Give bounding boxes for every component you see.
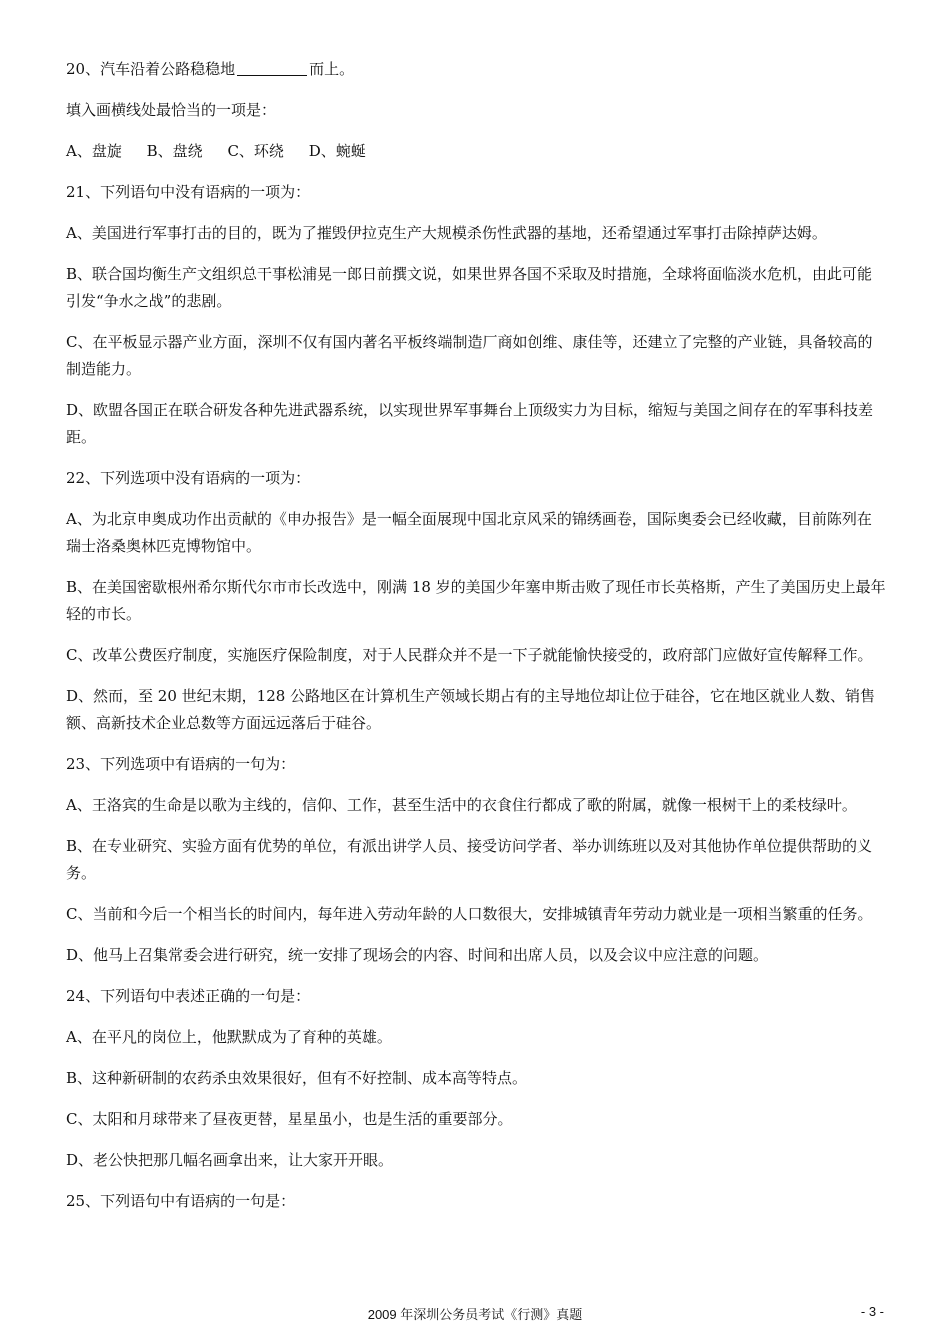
- q20-option-a: A、盘旋: [66, 142, 122, 160]
- q25-stem: 25、下列语句中有语病的一句是：: [66, 1192, 296, 1210]
- q20-stem-before: 20、汽车沿着公路稳稳地: [66, 60, 236, 78]
- q21-option-a: A、美国进行军事打击的目的，既为了摧毁伊拉克生产大规模杀伤性武器的基地，还希望通过军事打击除掉萨达姆。: [66, 224, 827, 242]
- q22-option-b: B、在美国密歇根州希尔斯代尔市市长改选中，刚满 18 岁的美国少年塞申斯击败了现任市长英格斯，产生了美国历史上最年轻的市长。: [66, 578, 886, 623]
- q23-option-c: C、当前和今后一个相当长的时间内，每年进入劳动年龄的人口数很大，安排城镇青年劳动力就业是一项相当繁重的任务。: [66, 905, 873, 923]
- exam-page-content: [66, 56, 886, 1229]
- answer-blank: [237, 59, 307, 76]
- q22-option-d: D、然而，至 20 世纪末期，128 公路地区在计算机生产领域长期占有的主导地位却让位于硅谷，它在地区就业人数、销售额、高新技术企业总数等方面远远落后于硅谷。: [66, 687, 876, 732]
- q22-option-c: C、改革公费医疗制度，实施医疗保险制度，对于人民群众并不是一下子就能愉快接受的，政府部门应做好宣传解释工作。: [66, 646, 873, 664]
- q24-option-d: D、老公快把那几幅名画拿出来，让大家开开眼。: [66, 1151, 394, 1169]
- q20-option-b: B、盘绕: [146, 142, 203, 160]
- q21-stem: 21、下列语句中没有语病的一项为：: [66, 183, 311, 201]
- q21-option-c: C、在平板显示器产业方面，深圳不仅有国内著名平板终端制造厂商如创维、康佳等，还建立了完整的产业链，具备较高的制造能力。: [66, 333, 873, 378]
- page-footer: [0, 1304, 950, 1324]
- q23-option-d: D、他马上召集常委会进行研究，统一安排了现场会的内容、时间和出席人员，以及会议中应注意的问题。: [66, 946, 769, 964]
- q22-stem: 22、下列选项中没有语病的一项为：: [66, 469, 311, 487]
- q24-option-b: B、这种新研制的农药杀虫效果很好，但有不好控制、成本高等特点。: [66, 1069, 528, 1087]
- q20-options: [66, 138, 886, 165]
- q24-stem: 24、下列语句中表述正确的一句是：: [66, 987, 311, 1005]
- q23-option-a: A、王洛宾的生命是以歌为主线的，信仰、工作，甚至生活中的衣食住行都成了歌的附属，就像一根树干上的柔枝绿叶。: [66, 796, 857, 814]
- q23-stem: 23、下列选项中有语病的一句为：: [66, 755, 296, 773]
- q20-stem: [66, 56, 886, 83]
- q20-option-d: D、蜿蜒: [308, 142, 366, 160]
- q21-option-b: B、联合国均衡生产文组织总干事松浦晃一郎日前撰文说，如果世界各国不采取及时措施，全球将面临淡水危机，由此可能引发“争水之战”的悲剧。: [66, 265, 873, 310]
- footer-title: 2009 年深圳公务员考试《行测》真题: [367, 1307, 583, 1322]
- q24-option-a: A、在平凡的岗位上，他默默成为了育种的英雄。: [66, 1028, 392, 1046]
- q20-option-c: C、环绕: [227, 142, 284, 160]
- q24-option-c: C、太阳和月球带来了昼夜更替，星星虽小，也是生活的重要部分。: [66, 1110, 513, 1128]
- q20-stem-after: 而上。: [309, 60, 355, 78]
- q23-option-b: B、在专业研究、实验方面有优势的单位，有派出讲学人员、接受访问学者、举办训练班以及对其他协作单位提供帮助的义务。: [66, 837, 873, 882]
- page-number: - 3 -: [860, 1304, 884, 1319]
- q20-instruction: 填入画横线处最恰当的一项是：: [66, 101, 277, 119]
- q22-option-a: A、为北京申奥成功作出贡献的《申办报告》是一幅全面展现中国北京风采的锦绣画卷，国际奥委会已经收藏，目前陈列在瑞士洛桑奥林匹克博物馆中。: [66, 510, 872, 555]
- q21-option-d: D、欧盟各国正在联合研发各种先进武器系统，以实现世界军事舞台上顶级实力为目标，缩短与美国之间存在的军事科技差距。: [66, 401, 874, 446]
